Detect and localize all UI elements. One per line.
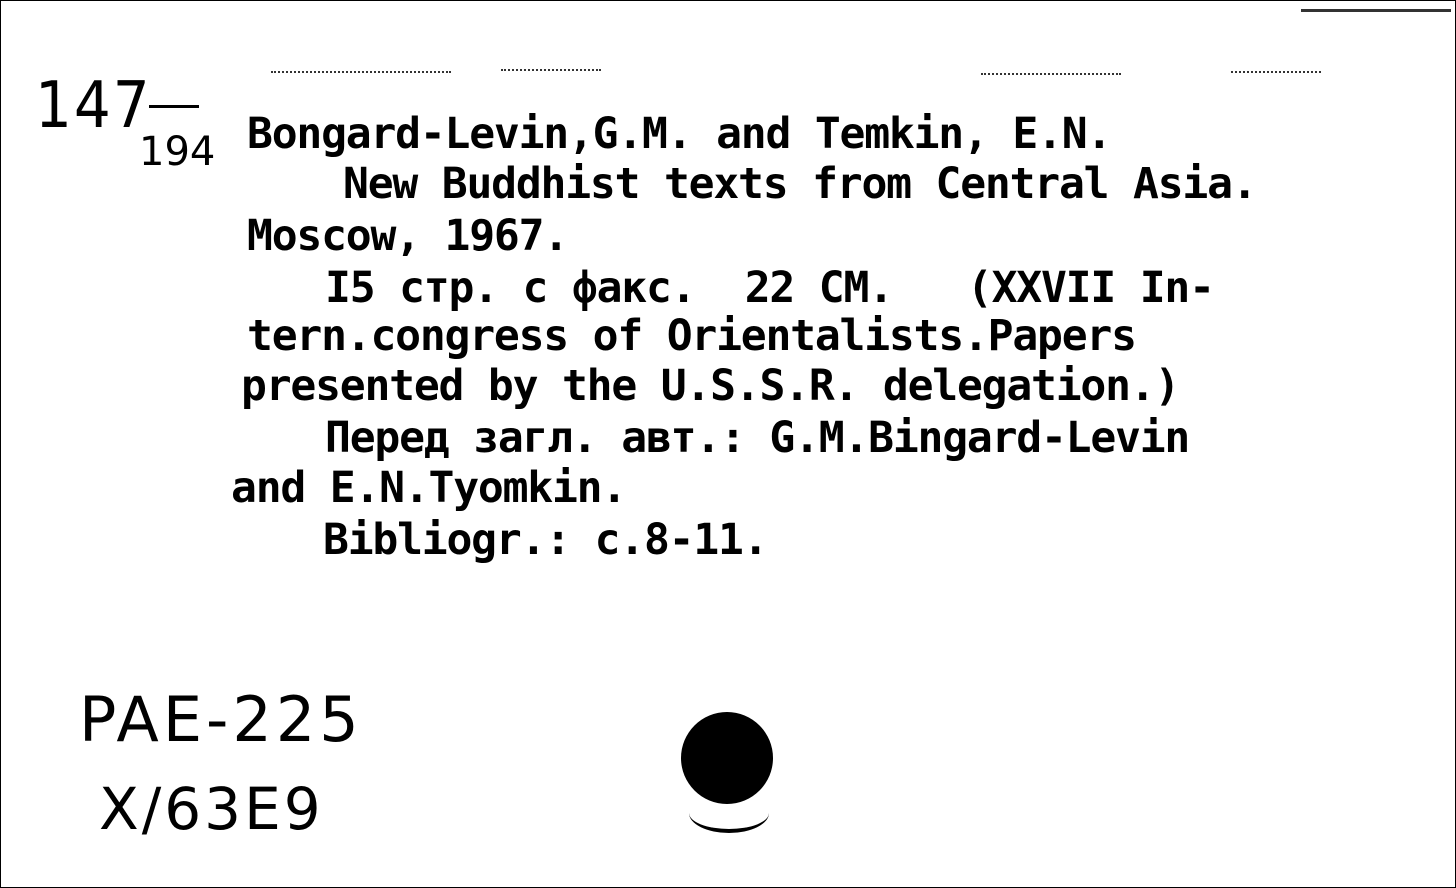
entry-line-9: Bibliogr.: c.8-11. <box>323 515 768 565</box>
call-number-top: 147 <box>35 67 152 143</box>
scan-speck <box>1231 71 1321 73</box>
scan-speck <box>981 73 1121 75</box>
punch-hole <box>681 712 773 804</box>
entry-line-8: and E.N.Tyomkin. <box>231 463 627 513</box>
scan-speck <box>271 71 451 73</box>
shelf-mark-line-1: PAE-225 <box>79 683 363 756</box>
entry-line-2: New Buddhist texts from Central Asia. <box>343 159 1257 209</box>
entry-line-1: Bongard-Levin,G.M. and Temkin, E.N. <box>247 109 1112 159</box>
entry-line-5: tern.congress of Orientalists.Papers <box>247 311 1136 361</box>
scan-speck <box>501 69 601 71</box>
entry-line-4: I5 стр. с факс. 22 CM. (XXVII In- <box>325 263 1214 313</box>
entry-line-7: Перед загл. авт.: G.M.Bingard-Levin <box>325 413 1190 463</box>
shelf-mark-line-2: X/63E9 <box>99 775 324 843</box>
scan-speck <box>1301 9 1451 12</box>
call-number-divider <box>149 105 199 108</box>
call-number-bottom: 194 <box>139 129 216 175</box>
entry-line-3: Moscow, 1967. <box>247 211 568 261</box>
entry-line-6: presented by the U.S.S.R. delegation.) <box>241 361 1180 411</box>
punch-hole-shadow <box>689 793 769 833</box>
